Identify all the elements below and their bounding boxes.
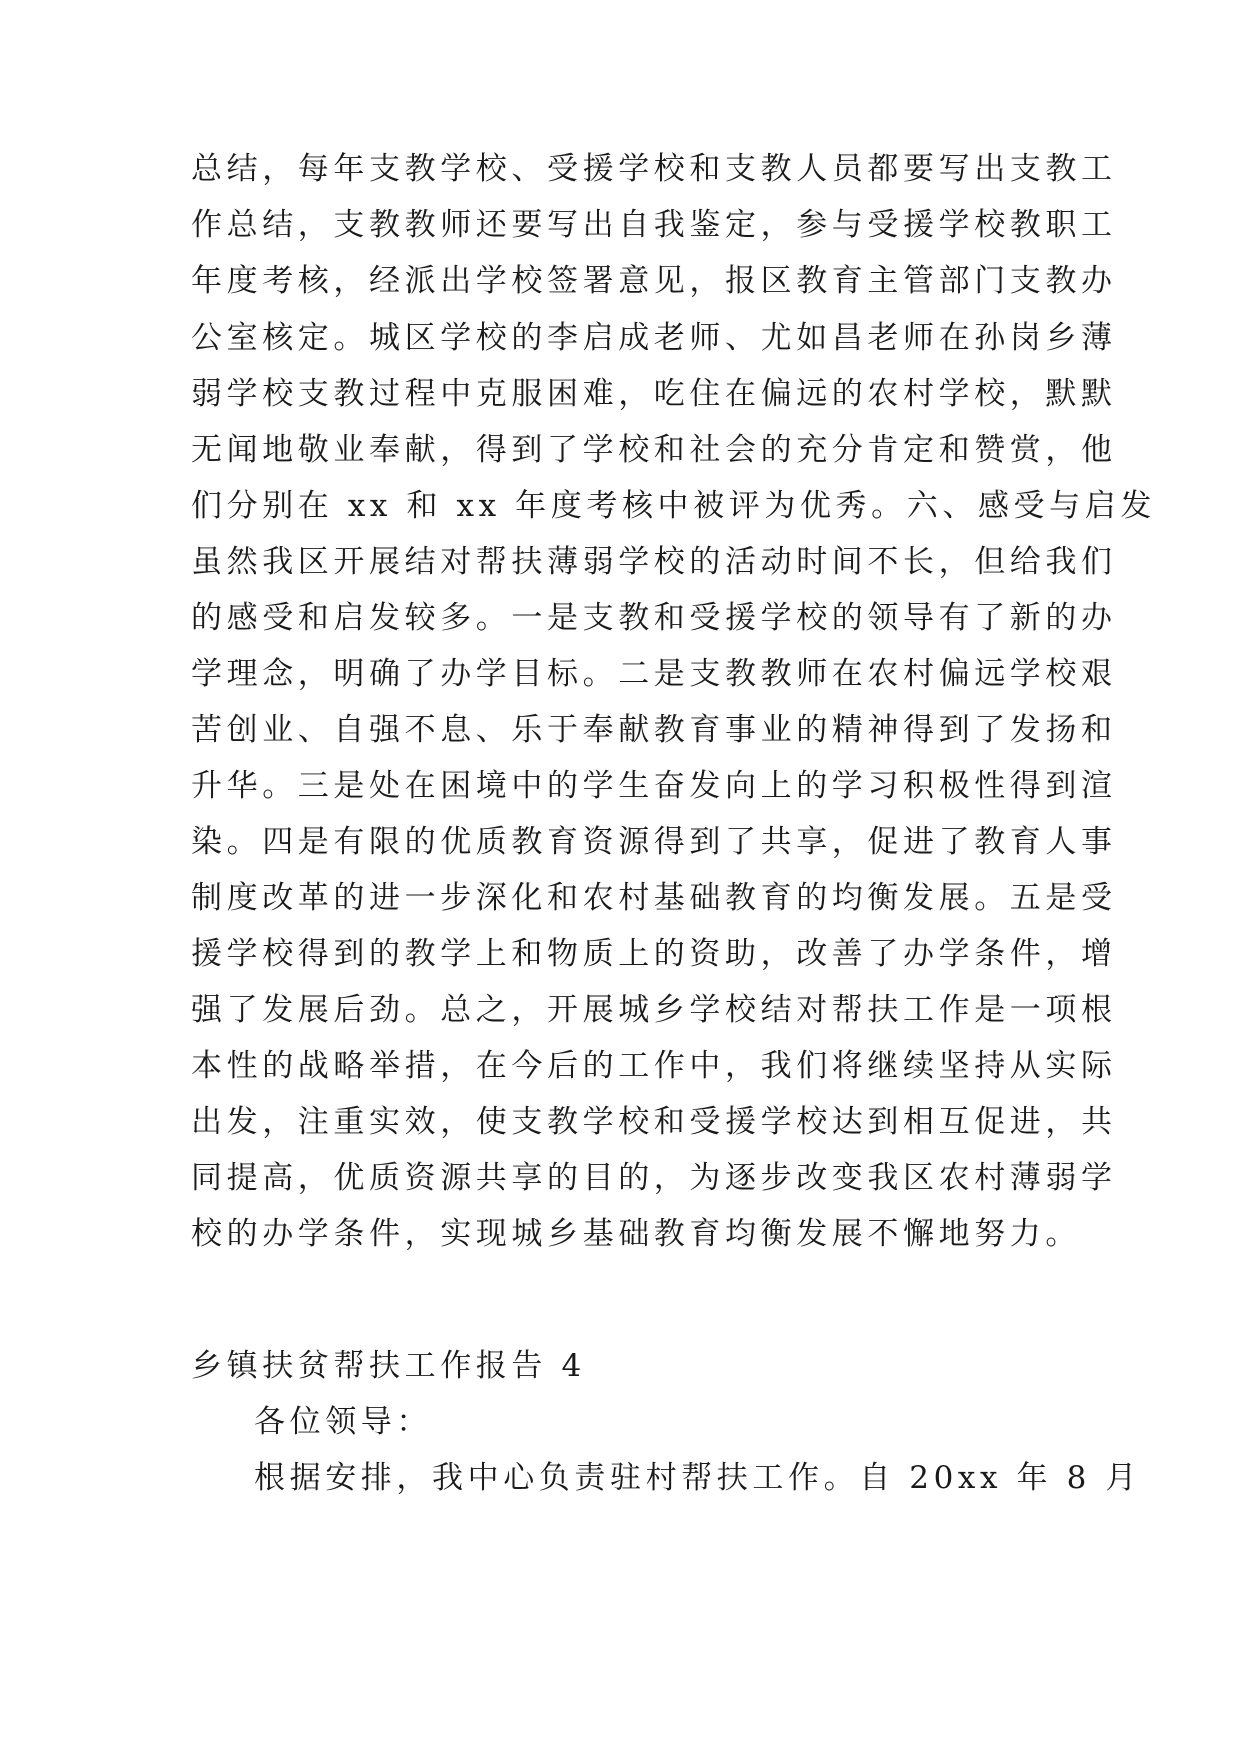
paragraph-line: 无闻地敬业奉献，得到了学校和社会的充分肯定和赞赏，他 — [191, 432, 1117, 468]
paragraph-line: 出发，注重实效，使支教学校和受援学校达到相互促进，共 — [191, 1104, 1117, 1140]
paragraph-line: 校的办学条件，实现城乡基础教育均衡发展不懈地努力。 — [191, 1216, 1081, 1252]
paragraph-line: 公室核定。城区学校的李启成老师、尤如昌老师在孙岗乡薄 — [191, 320, 1117, 356]
paragraph-line: 染。四是有限的优质教育资源得到了共享，促进了教育人事 — [191, 824, 1117, 860]
section-title: 乡镇扶贫帮扶工作报告 4 — [191, 1348, 586, 1384]
paragraph-line: 学理念，明确了办学目标。二是支教教师在农村偏远学校艰 — [191, 656, 1117, 692]
paragraph-line: 同提高，优质资源共享的目的，为逐步改变我区农村薄弱学 — [191, 1160, 1117, 1196]
paragraph-line: 本性的战略举措，在今后的工作中，我们将继续坚持从实际 — [191, 1048, 1117, 1084]
paragraph-line: 的感受和启发较多。一是支教和受援学校的领导有了新的办 — [191, 600, 1117, 636]
paragraph-line: 弱学校支教过程中克服困难，吃住在偏远的农村学校，默默 — [191, 376, 1117, 412]
salutation: 各位领导： — [254, 1404, 432, 1440]
paragraph-line: 总结，每年支教学校、受援学校和支教人员都要写出支教工 — [191, 151, 1117, 187]
paragraph-line: 作总结，支教教师还要写出自我鉴定，参与受援学校教职工 — [191, 207, 1117, 243]
paragraph-line: 援学校得到的教学上和物质上的资助，改善了办学条件，增 — [191, 936, 1117, 972]
paragraph-line: 虽然我区开展结对帮扶薄弱学校的活动时间不长，但给我们 — [191, 544, 1117, 580]
paragraph-line: 年度考核，经派出学校签署意见，报区教育主管部门支教办 — [191, 263, 1117, 299]
paragraph-line: 苦创业、自强不息、乐于奉献教育事业的精神得到了发扬和 — [191, 712, 1117, 748]
paragraph-line: 制度改革的进一步深化和农村基础教育的均衡发展。五是受 — [191, 880, 1117, 916]
paragraph-line: 们分别在 xx 和 xx 年度考核中被评为优秀。六、感受与启发 — [191, 488, 1156, 524]
opening-line: 根据安排，我中心负责驻村帮扶工作。自 20xx 年 8 月 — [254, 1460, 1141, 1496]
paragraph-line: 升华。三是处在困境中的学生奋发向上的学习积极性得到渲 — [191, 768, 1117, 804]
paragraph-line: 强了发展后劲。总之，开展城乡学校结对帮扶工作是一项根 — [191, 992, 1117, 1028]
